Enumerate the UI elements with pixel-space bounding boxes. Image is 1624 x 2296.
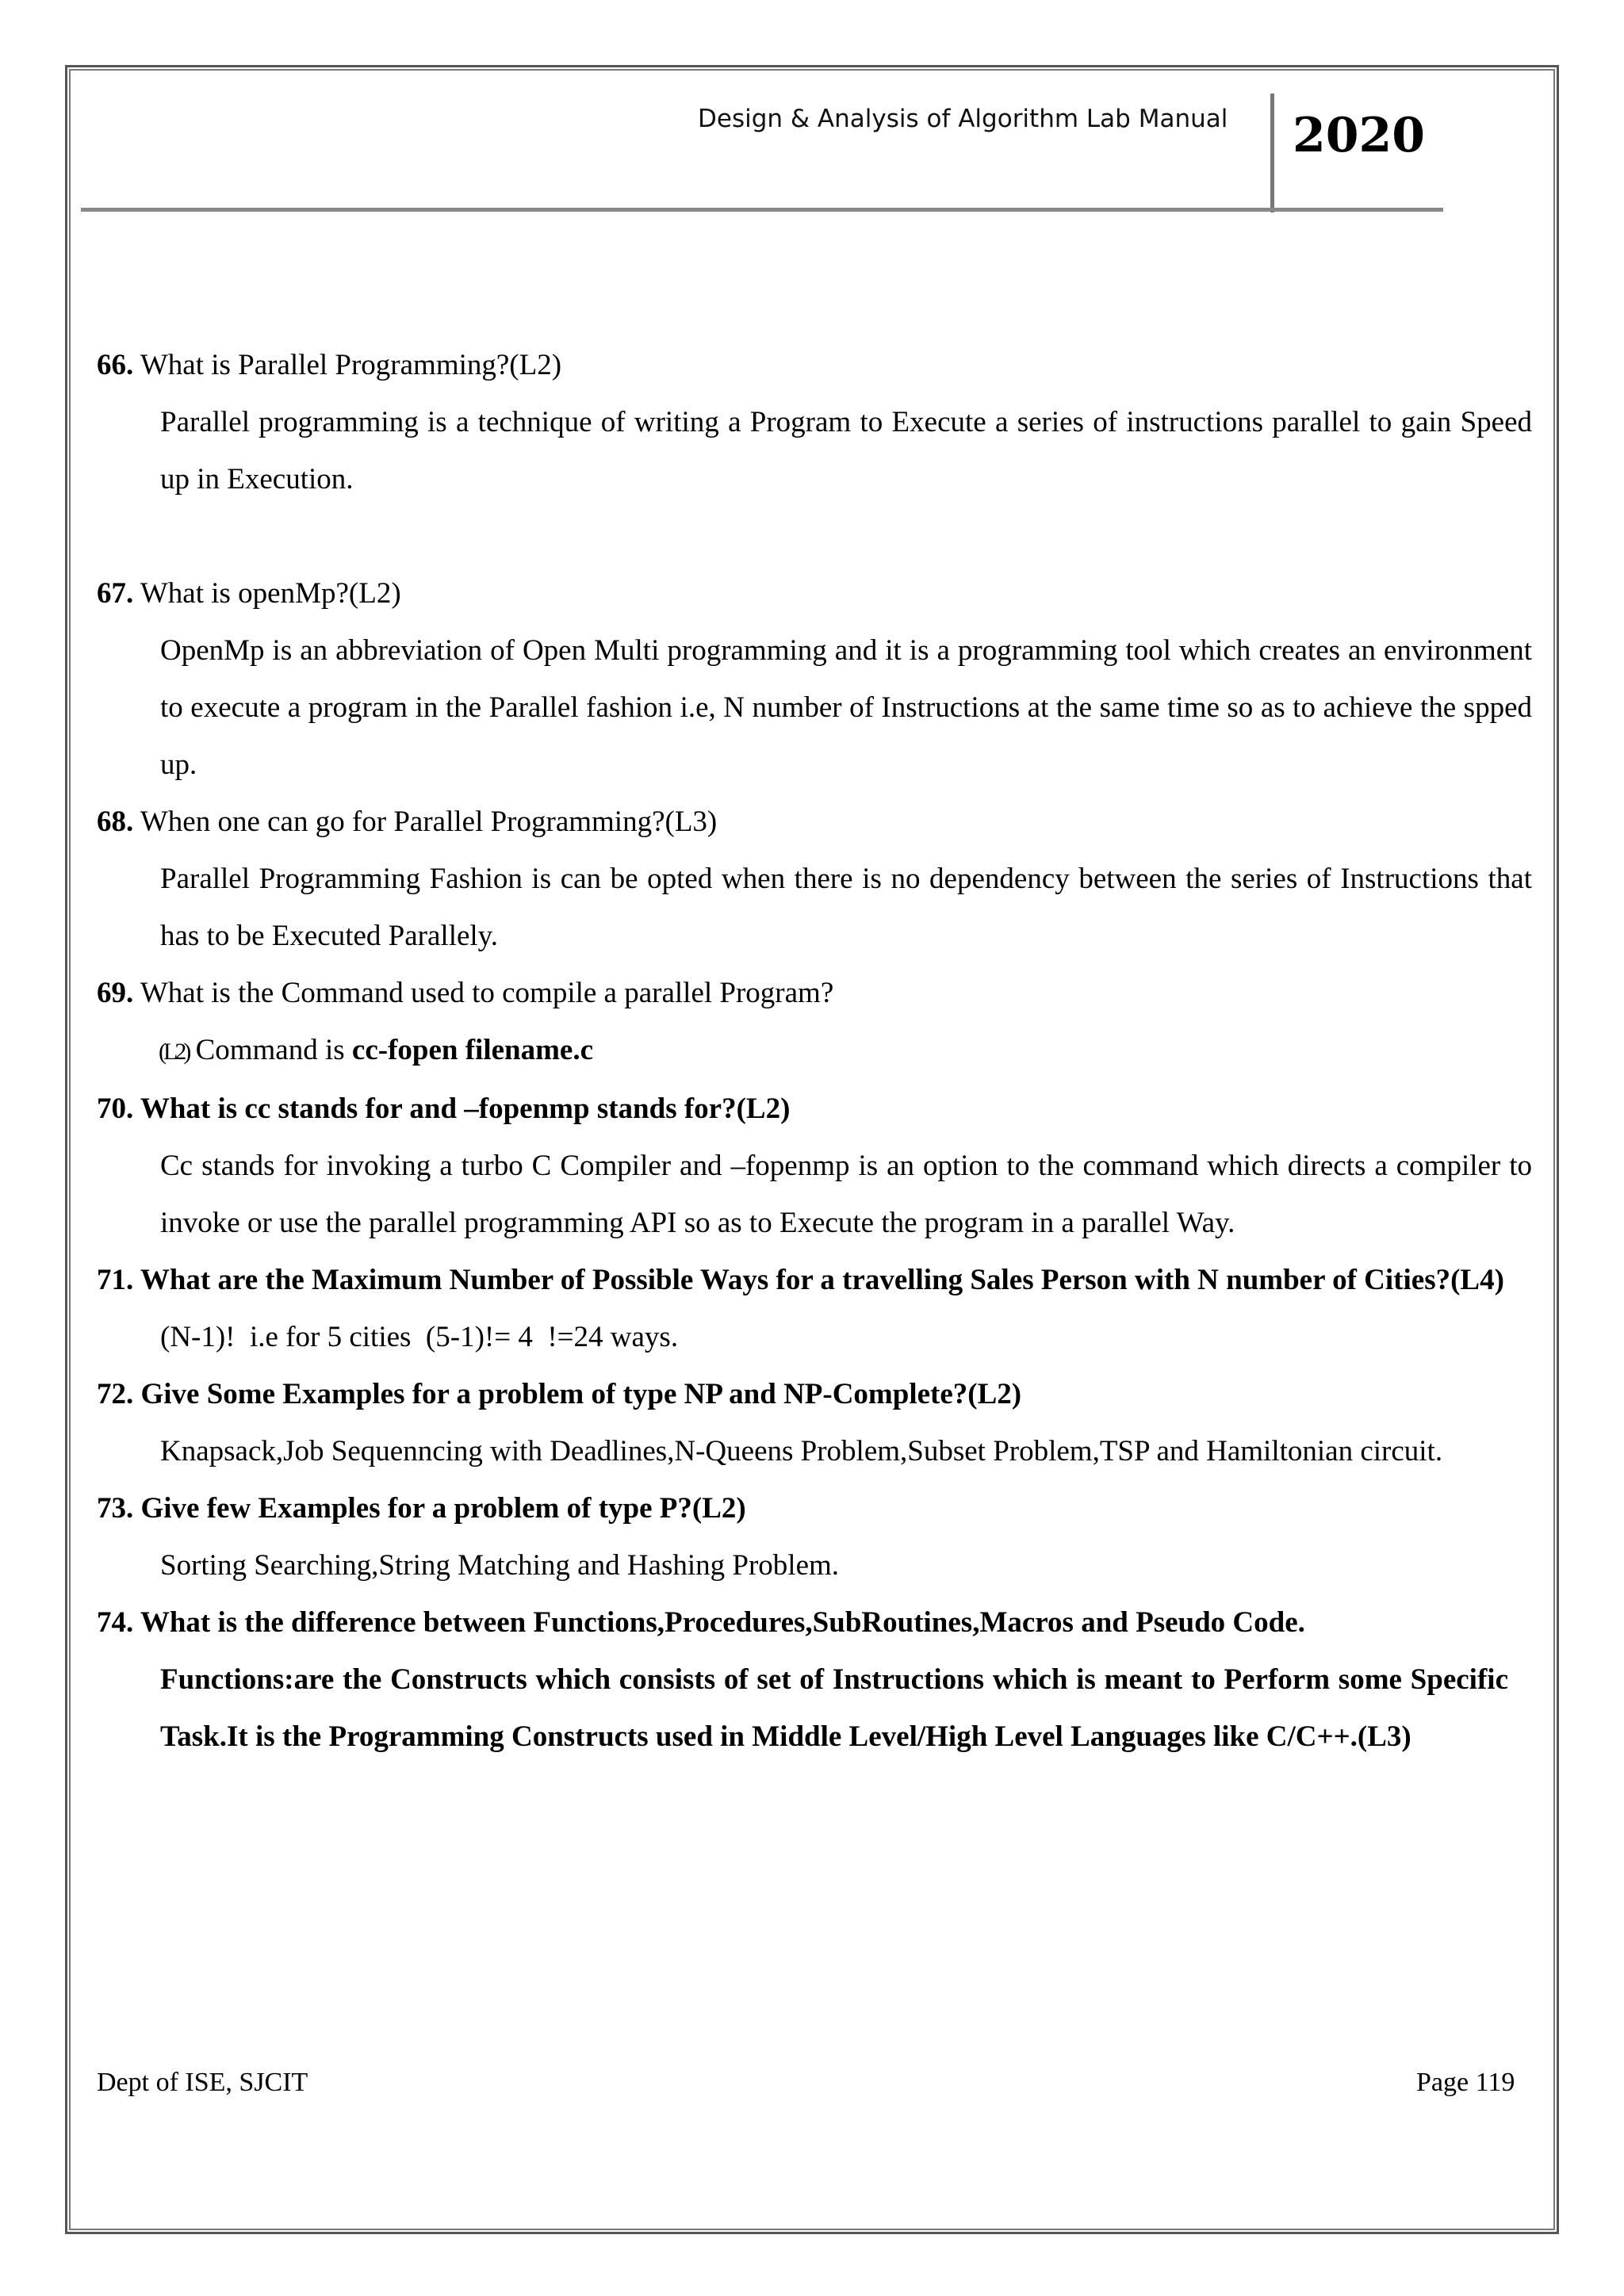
- footer-department: Dept of ISE, SJCIT: [97, 2068, 308, 2097]
- question-number: 70.: [97, 1093, 134, 1125]
- header-rule: [81, 208, 1443, 212]
- question-number: 68.: [97, 806, 134, 838]
- answer-text: Parallel Programming Fashion is can be opted when there is no dependency between the series of Instructions that has to be Executed Parallely.: [160, 863, 1532, 952]
- header-title: Design & Analysis of Algorithm Lab Manual: [698, 105, 1228, 133]
- question: [97, 1081, 1532, 1138]
- question: [97, 794, 1532, 851]
- question-text: What are the Maximum Number of Possible Ways for a travelling Sales Person with N number of Cities?(L4): [140, 1264, 1504, 1296]
- question: [97, 565, 1532, 622]
- question-text: What is the difference between Functions,Procedures,SubRoutines,Macros and Pseudo Code.: [140, 1606, 1305, 1639]
- answer-line: [97, 1022, 1530, 1081]
- qa-item-66: [97, 337, 1532, 508]
- footer-page-number: Page 119: [1416, 2068, 1515, 2097]
- question-number: 67.: [97, 577, 134, 610]
- answer-text: Knapsack,Job Sequenncing with Deadlines,N-Queens Problem,Subset Problem,TSP and Hamiltonian circuit.: [160, 1435, 1443, 1468]
- qa-item-70: [97, 1081, 1532, 1252]
- question-text: Give Some Examples for a problem of type NP and NP-Complete?(L2): [140, 1378, 1022, 1410]
- answer-text: Cc stands for invoking a turbo C Compiler and –fopenmp is an option to the command which directs a compiler to invoke or use the parallel programming API so as to Execute the program in a parallel Way.: [160, 1150, 1532, 1239]
- question: [97, 1252, 1583, 1309]
- question-text: What is the Command used to compile a parallel Program?: [140, 977, 834, 1009]
- question-number: 71.: [97, 1264, 134, 1296]
- qa-item-72: [97, 1366, 1532, 1480]
- question: [97, 965, 1532, 1022]
- header-year: 2020: [1293, 108, 1425, 163]
- question: [97, 337, 1532, 394]
- qa-item-69: [97, 965, 1532, 1081]
- question-text: Give few Examples for a problem of type P?(L2): [140, 1492, 746, 1525]
- question-text: What is openMp?(L2): [140, 577, 401, 610]
- question-text: What is cc stands for and –fopenmp stands for?(L2): [140, 1093, 791, 1125]
- qa-item-73: [97, 1480, 1532, 1594]
- question-number: 73.: [97, 1492, 134, 1525]
- level-tag: (L2): [159, 1039, 189, 1065]
- qa-item-74: [97, 1594, 1532, 1766]
- qa-item-71: [97, 1252, 1532, 1366]
- header-divider: [1270, 94, 1274, 212]
- question: [97, 1366, 1532, 1423]
- command-text: cc-fopen filename.c: [351, 1034, 594, 1066]
- question-number: 74.: [97, 1606, 134, 1639]
- question-number: 72.: [97, 1378, 134, 1410]
- qa-item-67: [97, 565, 1532, 794]
- answer-text: Sorting Searching,String Matching and Hashing Problem.: [160, 1549, 840, 1582]
- answer-text: Parallel programming is a technique of writing a Program to Execute a series of instructions parallel to gain Speed up in Execution.: [160, 406, 1532, 496]
- answer-text: Functions:are the Constructs which consists of set of Instructions which is meant to Perform some Specific Task.It is the Programming Constructs used in Middle Level/High Level Languages like C/C++.(L3): [160, 1663, 1508, 1753]
- question: [97, 1594, 1532, 1651]
- qa-content: [97, 337, 1532, 1766]
- answer-text: OpenMp is an abbreviation of Open Multi programming and it is a programming tool which creates an environment to execute a program in the Parallel fashion i.e, N number of Instructions at the same time so as to achieve the spped up.: [160, 634, 1532, 781]
- question-text: When one can go for Parallel Programming?(L3): [140, 806, 718, 838]
- question: [97, 1480, 1532, 1537]
- question-text: What is Parallel Programming?(L2): [140, 349, 562, 381]
- qa-item-68: [97, 794, 1532, 965]
- answer-text: Command is: [195, 1034, 352, 1066]
- answer-text: (N-1)! i.e for 5 cities (5-1)!= 4 !=24 ways.: [160, 1321, 679, 1353]
- question-number: 69.: [97, 977, 134, 1009]
- question-number: 66.: [97, 349, 134, 381]
